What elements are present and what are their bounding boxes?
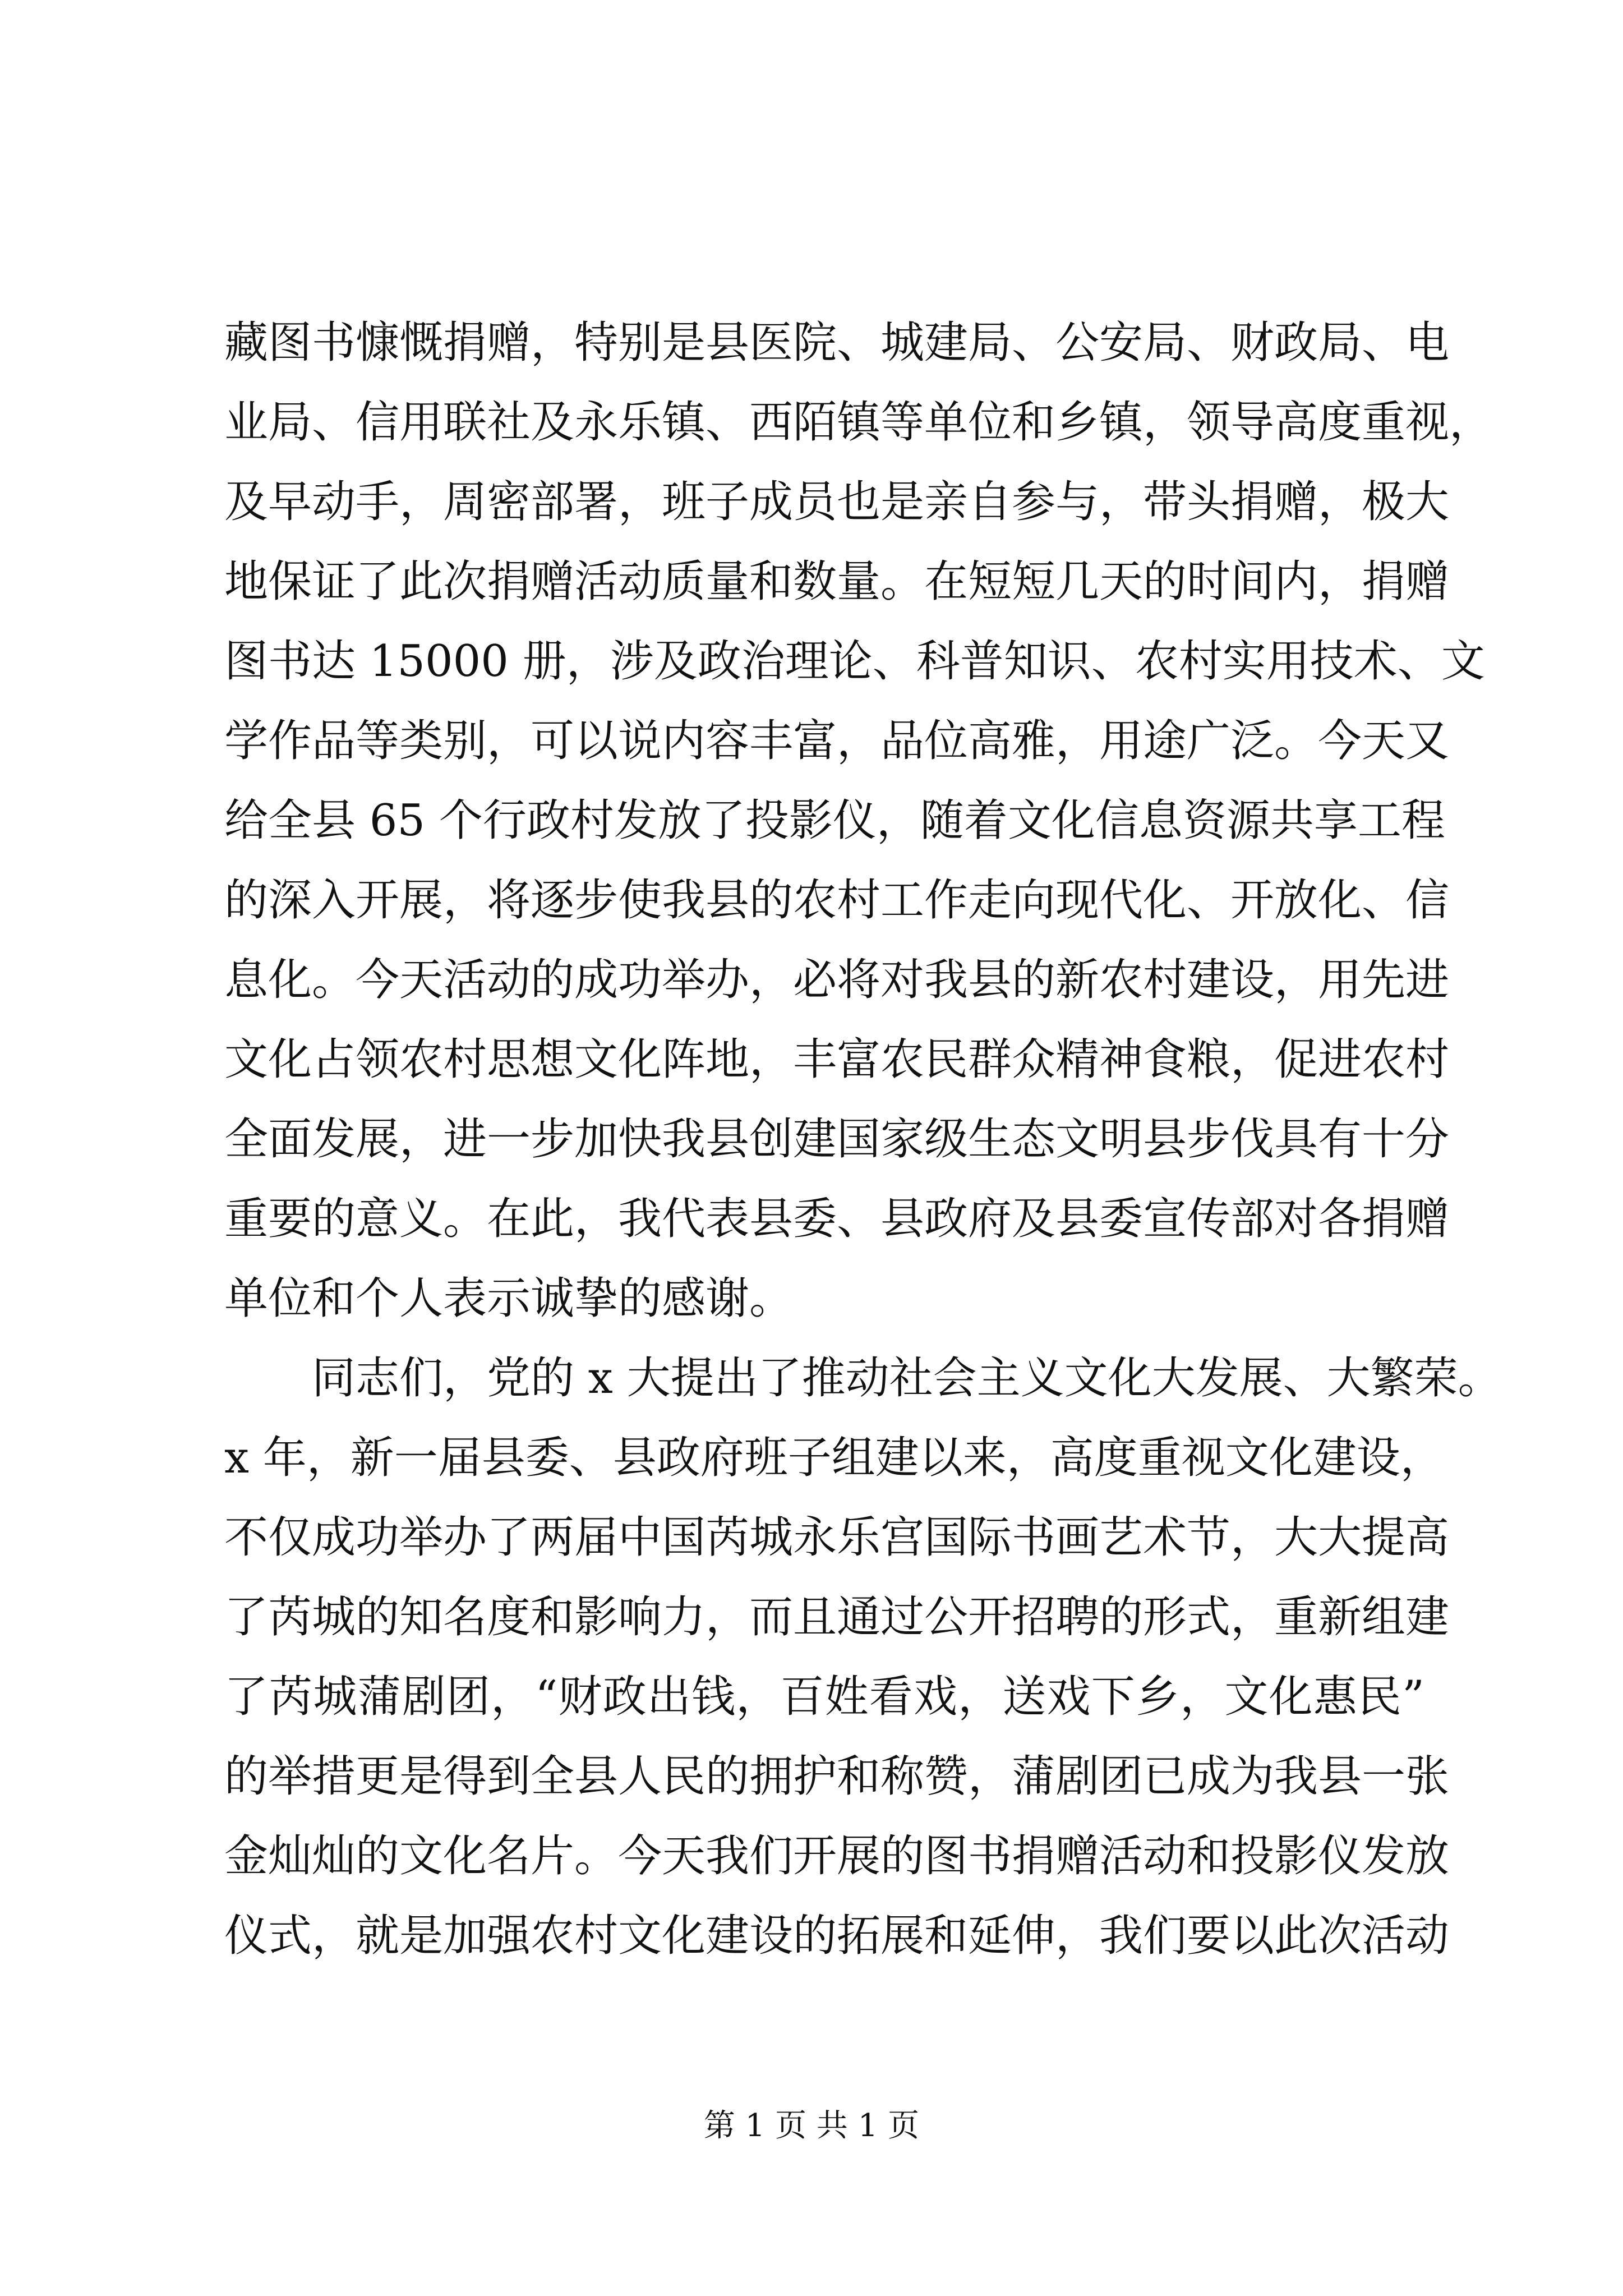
text-line: 息化。今天活动的成功举办，必将对我县的新农村建设，用先进: [224, 955, 1450, 1005]
text-line: 的深入开展，将逐步使我县的农村工作走向现代化、开放化、信: [224, 875, 1450, 926]
text-line: 的举措更是得到全县人民的拥护和称赞，蒲剧团已成为我县一张: [224, 1751, 1450, 1802]
text-line: 给全县 65 个行政村发放了投影仪，随着文化信息资源共享工程: [224, 795, 1445, 846]
text-line: 金灿灿的文化名片。今天我们开展的图书捐赠活动和投影仪发放: [224, 1831, 1450, 1881]
text-line: 了芮城蒲剧团，“财政出钱，百姓看戏，送戏下乡，文化惠民”: [224, 1672, 1424, 1722]
text-line: x 年，新一届县委、县政府班子组建以来，高度重视文化建设，: [224, 1433, 1444, 1483]
text-line: 藏图书慷慨捐赠，特别是县医院、城建局、公安局、财政局、电: [224, 318, 1450, 368]
body-text: [224, 303, 1502, 1976]
text-line: 不仅成功举办了两届中国芮城永乐宫国际书画艺术节，大大提高: [224, 1512, 1450, 1563]
page-footer: 第 1 页 共 1 页: [703, 2108, 920, 2144]
text-line: 重要的意义。在此，我代表县委、县政府及县委宣传部对各捐赠: [224, 1194, 1450, 1244]
text-line: 业局、信用联社及永乐镇、西陌镇等单位和乡镇，领导高度重视，: [224, 397, 1493, 448]
text-line: 地保证了此次捐赠活动质量和数量。在短短几天的时间内，捐赠: [224, 556, 1450, 607]
text-line: 文化占领农村思想文化阵地，丰富农民群众精神食粮，促进农村: [224, 1034, 1450, 1085]
text-line: 了芮城的知名度和影响力，而且通过公开招聘的形式，重新组建: [224, 1592, 1450, 1642]
text-line: 同志们，党的 x 大提出了推动社会主义文化大发展、大繁荣。: [312, 1353, 1502, 1404]
text-line: 单位和个人表示诚挚的感谢。: [224, 1273, 794, 1324]
text-line: 学作品等类别，可以说内容丰富，品位高雅，用途广泛。今天又: [224, 716, 1450, 766]
text-line: 全面发展，进一步加快我县创建国家级生态文明县步伐具有十分: [224, 1114, 1450, 1165]
text-line: 图书达 15000 册，涉及政治理论、科普知识、农村实用技术、文: [224, 636, 1485, 687]
text-line: 仪式，就是加强农村文化建设的拓展和延伸，我们要以此次活动: [224, 1911, 1450, 1961]
text-line: 及早动手，周密部署，班子成员也是亲自参与，带头捐赠，极大: [224, 477, 1450, 527]
paragraph: [224, 1338, 1502, 1976]
paragraph: [224, 303, 1493, 1338]
